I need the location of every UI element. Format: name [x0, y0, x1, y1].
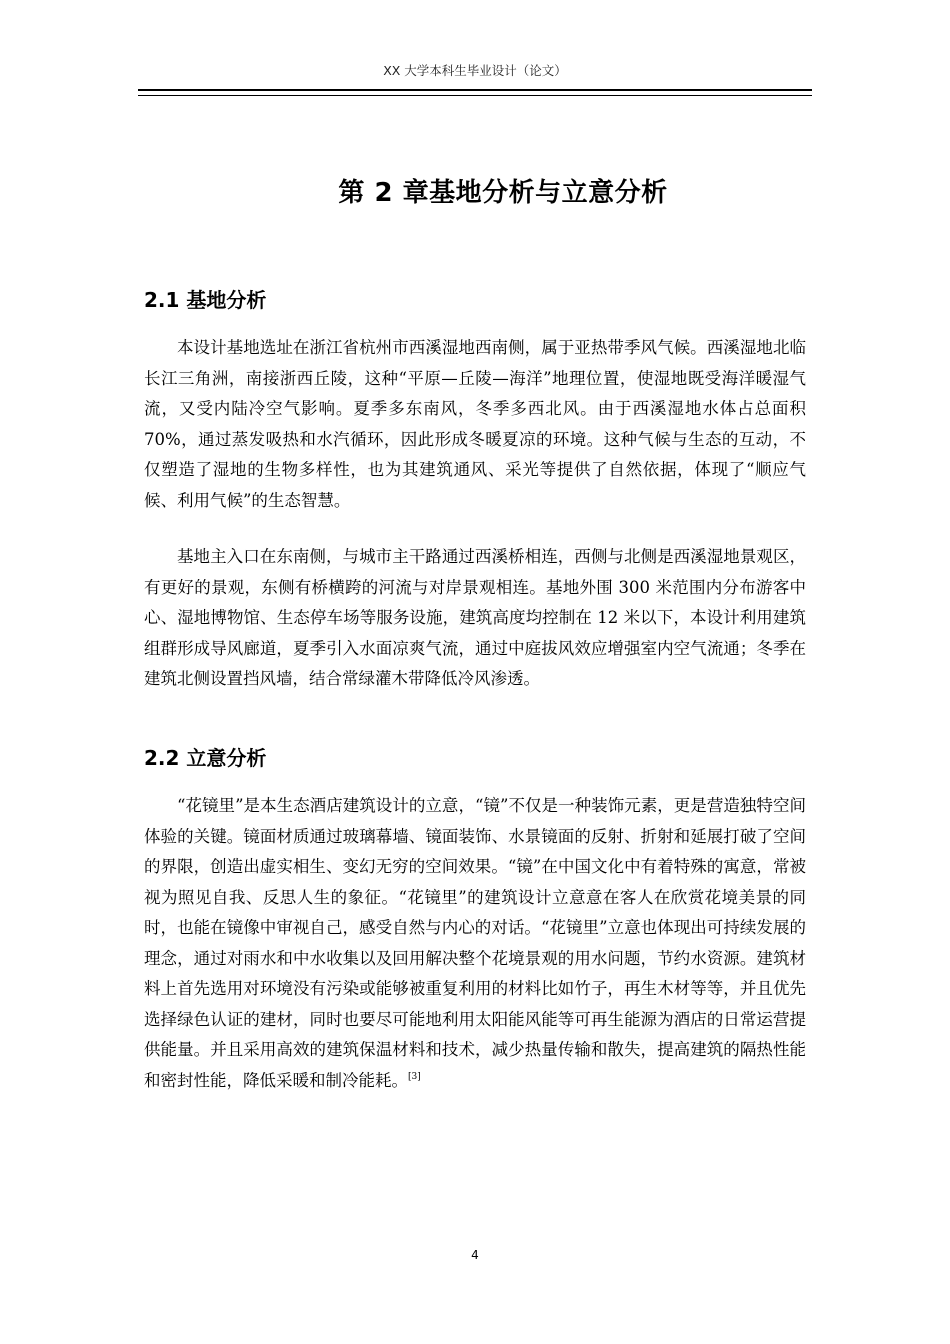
paragraph-concept — [144, 791, 806, 1096]
page-number: 4 — [471, 1248, 479, 1262]
section-title-2-1: 2.1 基地分析 — [144, 288, 267, 312]
section-title-2-2: 2.2 立意分析 — [144, 746, 267, 770]
paragraph-concept-text: “花镜里”是本生态酒店建筑设计的立意，“镜”不仅是一种装饰元素，更是营造独特空间体验的关键。镜面材质通过玻璃幕墙、镜面装饰、水景镜面的反射、折射和延展打破了空间的界限，创造出虚实相生、变幻无穷的空间效果。“镜”在中国文化中有着特殊的寓意，常被视为照见自我、反思人生的象征。“花镜里”的建筑设计立意意在客人在欣赏花境美景的同时，也能在镜像中审视自己，感受自然与内心的对话。“花镜里”立意也体现出可持续发展的理念，通过对雨水和中水收集以及回用解决整个花境景观的用水问题，节约水资源。建筑材料上首先选用对环境没有污染或能够被重复利用的材料比如竹子，再生木材等等，并且优先选择绿色认证的建材，同时也要尽可能地利用太阳能风能等可再生能源为酒店的日常运营提供能量。并且采用高效的建筑保温材料和技术，减少热量传输和散失，提高建筑的隔热性能和密封性能，降低采暖和制冷能耗。 — [144, 796, 806, 1090]
paragraph-site-climate: 本设计基地选址在浙江省杭州市西溪湿地西南侧，属于亚热带季风气候。西溪湿地北临长江三角洲，南接浙西丘陵，这种“平原—丘陵—海洋”地理位置，使湿地既受海洋暖湿气流，又受内陆冷空气影响。夏季多东南风，冬季多西北风。由于西溪湿地水体占总面积 70%，通过蒸发吸热和水汽循环，因此形成冬暖夏凉的环境。这种气候与生态的互动，不仅塑造了湿地的生物多样性，也为其建筑通风、采光等提供了自然依据，体现了“顺应气候、利用气候”的生态智慧。 — [144, 338, 806, 510]
running-header: XX 大学本科生毕业设计（论文） — [383, 63, 567, 78]
header-rule-thick — [138, 89, 812, 91]
paragraph-site-layout: 基地主入口在东南侧，与城市主干路通过西溪桥相连，西侧与北侧是西溪湿地景观区，有更好的景观，东侧有桥横跨的河流与对岸景观相连。基地外围 300 米范围内分布游客中心、湿地博物馆、生态停车场等服务设施，建筑高度均控制在 12 米以下，本设计利用建筑组群形成导风廊道，夏季引入水面凉爽气流，通过中庭拔风效应增强室内空气流通；冬季在建筑北侧设置挡风墙，结合常绿灌木带降低冷风渗透。 — [144, 547, 806, 688]
chapter-title: 第 2 章基地分析与立意分析 — [338, 178, 668, 208]
citation-marker: [3] — [408, 1071, 421, 1082]
header-rule-thin — [138, 95, 812, 96]
